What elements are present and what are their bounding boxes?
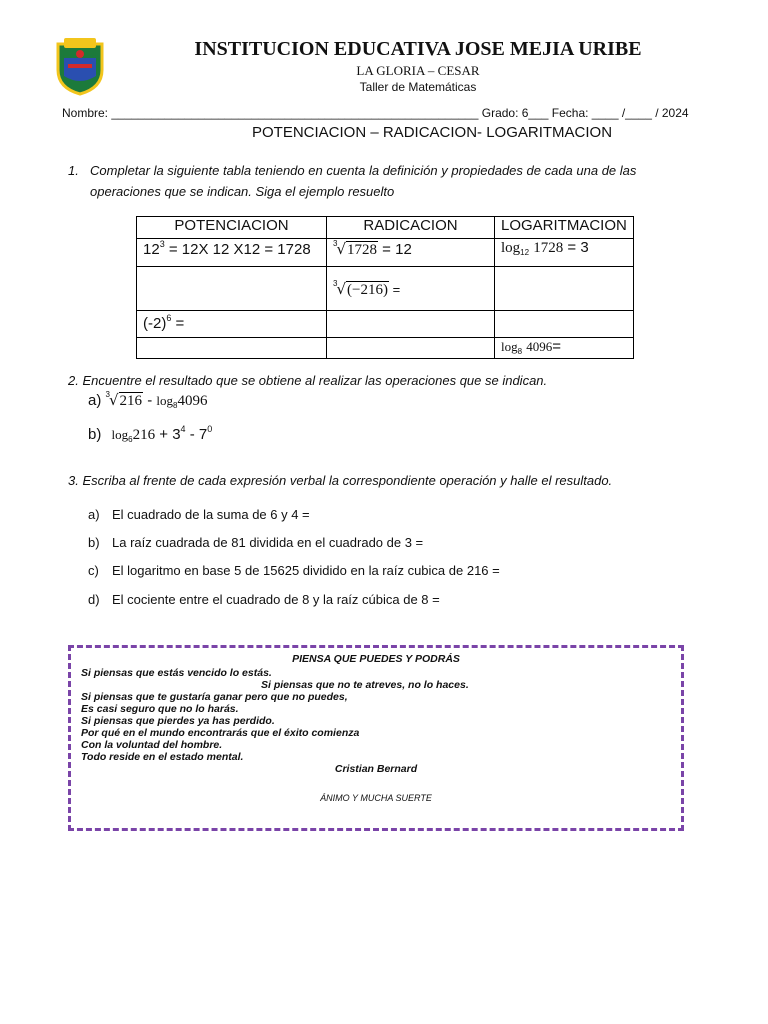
cell-empty bbox=[327, 338, 495, 359]
quote-author: Cristian Bernard bbox=[334, 763, 418, 775]
table-row bbox=[137, 311, 634, 338]
question-2b: b) $\log_6216 + 3^4 - 7^0$ bbox=[88, 424, 213, 444]
cell-rad-example: $^3$√1728 = 12 bbox=[327, 239, 495, 267]
cell-empty bbox=[137, 338, 327, 359]
header-potenciacion: POTENCIACION bbox=[137, 217, 327, 239]
list-item: c) El logaritmo en base 5 de 15625 dividido en la raíz cubica de 216 = bbox=[88, 563, 500, 578]
question-1-text: Completar la siguiente tabla teniendo en cuenta la definición y propiedades de cada una de las operaciones que se indican. Siga el ejemplo resuelto bbox=[90, 163, 637, 199]
motivational-quote-box bbox=[68, 645, 684, 831]
question-1 bbox=[68, 160, 678, 202]
question-2-text: 2. Encuentre el resultado que se obtiene al realizar las operaciones que se indican. bbox=[68, 373, 548, 388]
header-radicacion: RADICACION bbox=[327, 217, 495, 239]
quote-line: Con la voluntad del hombre. bbox=[81, 739, 223, 751]
quote-line: Todo reside en el estado mental. bbox=[81, 751, 244, 763]
list-item: a) El cuadrado de la suma de 6 y 4 = bbox=[88, 507, 310, 522]
quote-title: PIENSA QUE PUEDES Y PODRÁS bbox=[292, 653, 460, 665]
school-city: LA GLORIA – CESAR bbox=[356, 63, 480, 78]
cell-log-example: $\log_{12} 1728 = 3$ bbox=[495, 239, 634, 267]
cell-pot-example: $12^3 = 12X$ 12 X12 = 1728 bbox=[137, 239, 327, 267]
question-1-number: 1. bbox=[68, 163, 79, 178]
list-item: d) El cociente entre el cuadrado de 8 y la raíz cúbica de 8 = bbox=[88, 592, 440, 607]
table-row bbox=[137, 338, 634, 359]
student-info-line: Nombre: _______________________________________________________ Grado: 6___ Fecha: ____ /____ / 2024 bbox=[62, 106, 689, 120]
operations-table bbox=[136, 216, 634, 359]
cell-empty bbox=[137, 267, 327, 311]
cell-rad-exercise: $^3$√(−216) = bbox=[327, 267, 495, 311]
topic-title: POTENCIACION – RADICACION- LOGARITMACION bbox=[252, 124, 613, 141]
farewell-text: ÁNIMO Y MUCHA SUERTE bbox=[320, 793, 432, 803]
cell-empty bbox=[495, 311, 634, 338]
quote-line: Por qué en el mundo encontrarás que el éxito comienza bbox=[81, 727, 360, 739]
question-3-text: 3. Escriba al frente de cada expresión verbal la correspondiente operación y halle el resultado. bbox=[68, 473, 613, 488]
cell-empty bbox=[495, 267, 634, 311]
cell-log-exercise: $\log_8 4096=$ bbox=[495, 338, 634, 359]
quote-line: Si piensas que te gustaría ganar pero que no puedes, bbox=[81, 691, 348, 703]
question-2a: a) $^3√216 - \log_84096$ bbox=[88, 390, 208, 410]
school-name: INSTITUCION EDUCATIVA JOSE MEJIA URIBE bbox=[194, 38, 642, 60]
header-logaritmacion: LOGARITMACION bbox=[495, 217, 634, 239]
list-item: b) La raíz cuadrada de 81 dividida en el cuadrado de 3 = bbox=[88, 535, 424, 550]
subject-title: Taller de Matemáticas bbox=[359, 80, 477, 94]
cell-pot-exercise: $(-2)^6$ = bbox=[137, 311, 327, 338]
table-header-row bbox=[137, 217, 634, 239]
cell-empty bbox=[327, 311, 495, 338]
quote-line: Si piensas que estás vencido lo estás. bbox=[81, 667, 272, 679]
quote-line: Si piensas que pierdes ya has perdido. bbox=[81, 715, 275, 727]
table-row bbox=[137, 267, 634, 311]
quote-line: Es casi seguro que no lo harás. bbox=[81, 703, 239, 715]
table-row bbox=[137, 239, 634, 267]
quote-line: Si piensas que no te atreves, no lo haces. bbox=[261, 679, 469, 691]
